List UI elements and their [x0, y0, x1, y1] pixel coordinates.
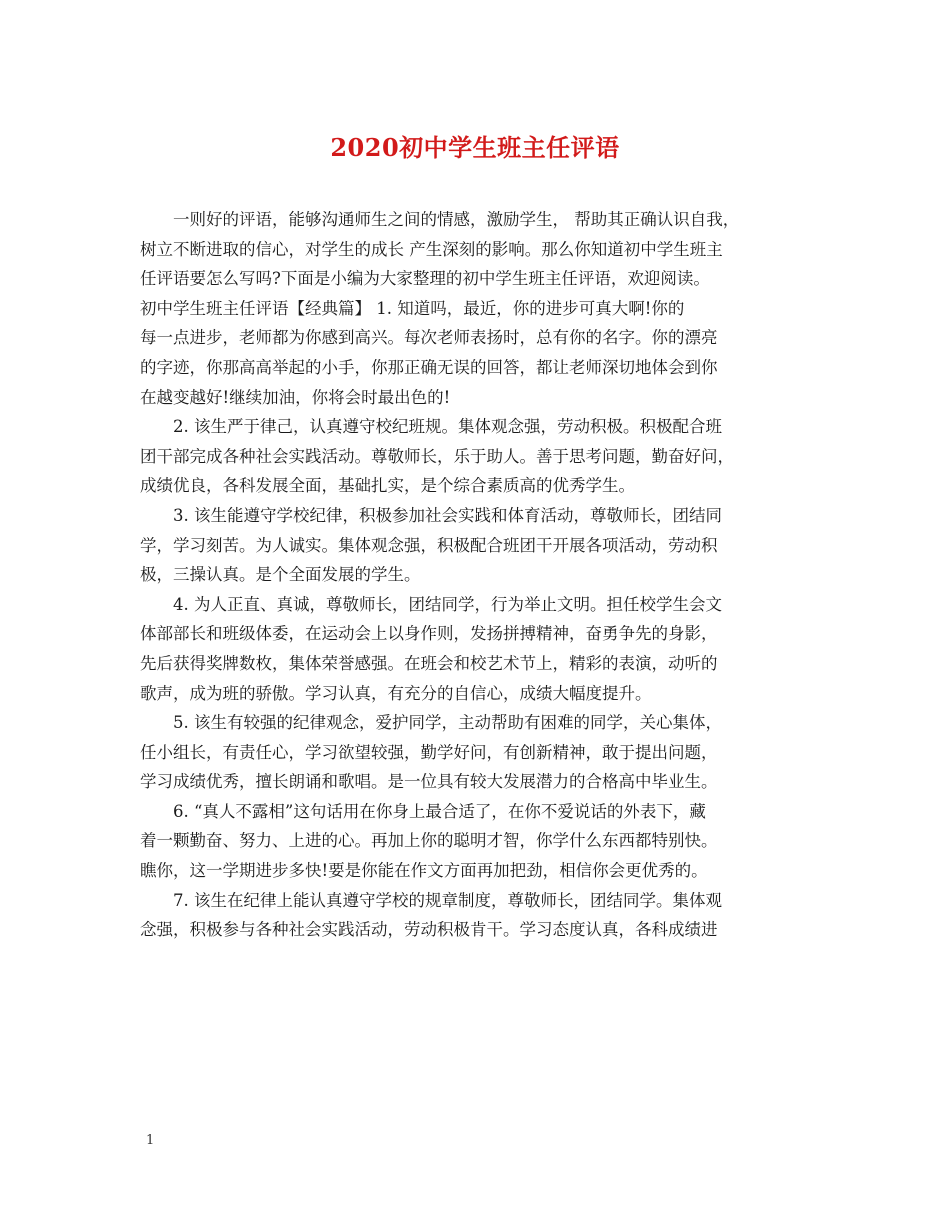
text-line: 着一颗勤奋、努力、上进的心。再加上你的聪明才智，你学什么东西都特别快。 [140, 831, 718, 851]
paragraph-item-7 [140, 886, 818, 945]
text-line: 7. 该生在纪律上能认真遵守学校的规章制度，尊敬师长，团结同学。集体观 [173, 890, 722, 910]
text-line: 体部部长和班级体委，在运动会上以身作则，发扬拼搏精神，奋勇争先的身影， [140, 624, 718, 644]
text-line: 极，三操认真。是个全面发展的学生。 [140, 565, 421, 585]
text-line: 成绩优良，各科发展全面，基础扎实，是个综合素质高的优秀学生。 [140, 476, 635, 496]
text-line: 在越变越好!继续加油，你将会时最出色的! [140, 387, 451, 407]
text-line: 初中学生班主任评语【经典篇】 1. 知道吗，最近，你的进步可真大啊!你的 [140, 298, 685, 318]
text-line: 团干部完成各种社会实践活动。尊敬师长，乐于助人。善于思考问题，勤奋好问， [140, 446, 734, 466]
text-line: 4. 为人正直、真诚，尊敬师长，团结同学，行为举止文明。担任校学生会文 [173, 594, 722, 614]
text-line: 一则好的评语，能够沟通师生之间的情感，激励学生， 帮助其正确认识自我， [173, 210, 740, 229]
text-line: 任评语要怎么写吗?下面是小编为大家整理的初中学生班主任评语，欢迎阅读。 [140, 269, 710, 289]
paragraph-item-4 [140, 590, 818, 708]
document-body [140, 205, 818, 945]
text-line: 3. 该生能遵守学校纪律，积极参加社会实践和体育活动，尊敬师长，团结同 [173, 505, 722, 525]
text-line: 先后获得奖牌数枚，集体荣誉感强。在班会和校艺术节上，精彩的表演，动听的 [140, 653, 718, 673]
text-line: 瞧你，这一学期进步多快!要是你能在作文方面再加把劲，相信你会更优秀的。 [140, 861, 708, 881]
text-line: 5. 该生有较强的纪律观念，爱护同学，主动帮助有困难的同学，关心集体， [173, 713, 722, 733]
text-line: 6. “真人不露相”这句话用在你身上最合适了，在你不爱说话的外表下，藏 [173, 801, 706, 821]
text-line: 任小组长，有责任心，学习欲望较强，勤学好问，有创新精神，敢于提出问题， [140, 742, 718, 762]
paragraph-item-5 [140, 708, 818, 797]
text-line: 的字迹，你那高高举起的小手，你那正确无误的回答，都让老师深切地体会到你 [140, 357, 718, 377]
paragraph-item-3 [140, 501, 818, 590]
paragraph-intro [140, 205, 818, 412]
document-title: 2020初中学生班主任评语 [330, 133, 620, 162]
paragraph-item-2 [140, 412, 818, 501]
text-line: 2. 该生严于律己，认真遵守校纪班规。集体观念强，劳动积极。积极配合班 [173, 417, 722, 437]
text-line: 每一点进步，老师都为你感到高兴。每次老师表扬时，总有你的名字。你的漂亮 [140, 328, 718, 348]
text-line: 念强，积极参与各种社会实践活动，劳动积极肯干。学习态度认真，各科成绩进 [140, 920, 718, 940]
text-line: 学习成绩优秀，擅长朗诵和歌唱。是一位具有较大发展潜力的合格高中毕业生。 [140, 772, 718, 792]
text-line: 学，学习刻苦。为人诚实。集体观念强，积极配合班团干开展各项活动，劳动积 [140, 535, 718, 555]
page-number: 1 [146, 1133, 155, 1148]
text-line: 歌声，成为班的骄傲。学习认真，有充分的自信心，成绩大幅度提升。 [140, 683, 652, 703]
text-line: 树立不断进取的信心，对学生的成长 产生深刻的影响。那么你知道初中学生班主 [140, 239, 723, 259]
paragraph-item-6 [140, 797, 818, 886]
